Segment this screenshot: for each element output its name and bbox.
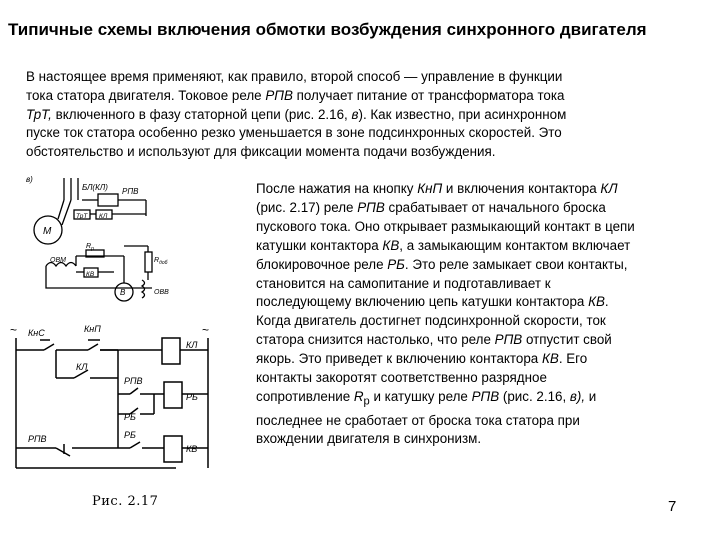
text: . Это реле замыкает свои контакты,	[404, 256, 628, 272]
text: включенного в фазу статорной цепи (рис. 2.16,	[51, 106, 352, 122]
intro-line-5	[26, 143, 706, 162]
side-line-11	[256, 369, 716, 388]
text: блокировочное реле	[256, 256, 388, 272]
intro-line-3	[26, 106, 706, 125]
page-number: 7	[668, 498, 677, 515]
text-italic: ТрТ,	[26, 106, 52, 122]
text-italic: КЛ	[600, 181, 618, 196]
label-motor: М	[43, 226, 52, 237]
label-fig-v: в)	[26, 175, 33, 184]
label-knp: КнП	[84, 324, 101, 334]
text-italic: КВ	[588, 294, 605, 310]
label-rpv-contact: РПВ	[124, 376, 143, 386]
circuit-diagram-motor	[24, 170, 204, 310]
text: получает питание от трансформатора тока	[292, 87, 565, 103]
circuit-diagram-control	[4, 318, 226, 490]
text-subscript: р	[363, 395, 370, 408]
slide-title: Типичные схемы включения обмотки возбуждения синхронного двигателя	[8, 20, 647, 39]
side-line-6	[256, 275, 716, 294]
text: сопротивление	[256, 388, 354, 404]
text: контакты закоротят соответственно разрядное	[256, 370, 547, 386]
label-kl-contact: КЛ	[76, 362, 88, 372]
intro-line-2	[26, 87, 706, 106]
text: последнее не сработает от броска тока статора при	[256, 412, 580, 428]
text: р	[91, 246, 94, 252]
side-line-9	[256, 331, 716, 350]
text-italic: РБ	[387, 256, 405, 272]
side-line-7	[256, 293, 716, 312]
label-exciter: В	[120, 288, 126, 297]
side-line-8	[256, 312, 716, 331]
text: отпустит свой	[522, 332, 612, 348]
text: и включения контактора	[442, 181, 601, 196]
text: и	[585, 388, 597, 404]
label-rb-coil: РБ	[186, 392, 198, 402]
text: и катушку реле	[369, 388, 472, 404]
text: (рис. 2.16,	[499, 388, 570, 404]
text: В настоящее время применяют, как правило, второй способ — управление в функции	[26, 69, 563, 84]
label-tilde-right: ~	[202, 323, 210, 337]
label-trt: ТрТ	[76, 213, 88, 220]
label-rpv: РПВ	[122, 187, 139, 196]
text: . Его	[558, 351, 588, 367]
label-tilde-left: ~	[10, 323, 18, 337]
side-line-13	[256, 412, 716, 431]
text-italic: КВ	[382, 237, 400, 253]
label-ovm: ОВМ	[50, 257, 66, 264]
label-kl-coil: КЛ	[186, 340, 198, 350]
text: тока статора двигателя. Токовое реле	[26, 87, 266, 103]
text-italic: в),	[569, 388, 586, 404]
text-italic: РПВ	[471, 388, 500, 404]
text: (рис. 2.17) реле	[256, 199, 358, 215]
text: статора снизится настолько, что реле	[256, 332, 495, 348]
text-italic: РПВ	[265, 87, 293, 103]
label-kns: КнС	[28, 328, 45, 338]
text: .	[604, 294, 609, 310]
label-kv-coil: КВ	[186, 444, 198, 454]
label-rpv-lower: РПВ	[28, 434, 47, 444]
label-kv: КВ	[86, 271, 95, 278]
label-kl: КЛ	[99, 213, 108, 220]
text: обстоятельство и используют для фиксации момента подачи возбуждения.	[26, 144, 496, 160]
text-italic: R	[353, 388, 364, 404]
text: ). Как известно, при асинхронном	[358, 106, 567, 122]
label-rdob	[154, 257, 168, 266]
text: R	[86, 243, 92, 250]
text: R	[154, 257, 160, 264]
text: якорь. Это приведет к включению контактора	[256, 351, 542, 367]
intro-paragraph	[26, 68, 706, 162]
side-line-12	[256, 388, 716, 412]
side-line-10	[256, 350, 716, 369]
intro-line-4	[26, 124, 706, 143]
text: последующему включению цепь катушки контактора	[256, 294, 589, 310]
side-line-4	[256, 237, 716, 256]
text: пускового тока. Оно открывает размыкающий контакт в цепи	[256, 218, 635, 234]
label-ovv: ОВВ	[154, 289, 169, 296]
side-line-5	[256, 256, 716, 275]
text: срабатывает от начального броска	[384, 199, 606, 215]
text-italic: КВ	[541, 351, 559, 367]
text: После нажатия на кнопку	[256, 181, 418, 196]
text: становится на самопитание и подготавливает к	[256, 275, 551, 291]
side-line-1	[256, 180, 716, 199]
text: , а замыкающим контактом включает	[399, 237, 631, 253]
side-line-3	[256, 218, 716, 237]
text-italic: КнП	[417, 181, 443, 196]
text: пуске ток статора особенно резко уменьшается в зоне подсинхронных скоростей. Это	[26, 125, 562, 141]
figure-caption: Рис. 2.17	[92, 494, 159, 509]
label-bl-kl: БЛ(КЛ)	[82, 183, 108, 192]
text-italic: в	[351, 106, 359, 122]
text: доб	[159, 260, 168, 266]
text-italic: РПВ	[494, 332, 523, 348]
side-line-14	[256, 430, 716, 449]
text-italic: РПВ	[357, 199, 385, 215]
label-rb-contact: РБ	[124, 412, 136, 422]
text: вхождении двигателя в синхронизм.	[256, 431, 482, 447]
side-line-2	[256, 199, 716, 218]
side-paragraph	[256, 180, 716, 449]
intro-line-1	[26, 68, 706, 87]
text: Когда двигатель достигнет подсинхронной скорости, ток	[256, 313, 606, 329]
text: катушки контактора	[256, 237, 383, 253]
label-rb-lower: РБ	[124, 430, 136, 440]
